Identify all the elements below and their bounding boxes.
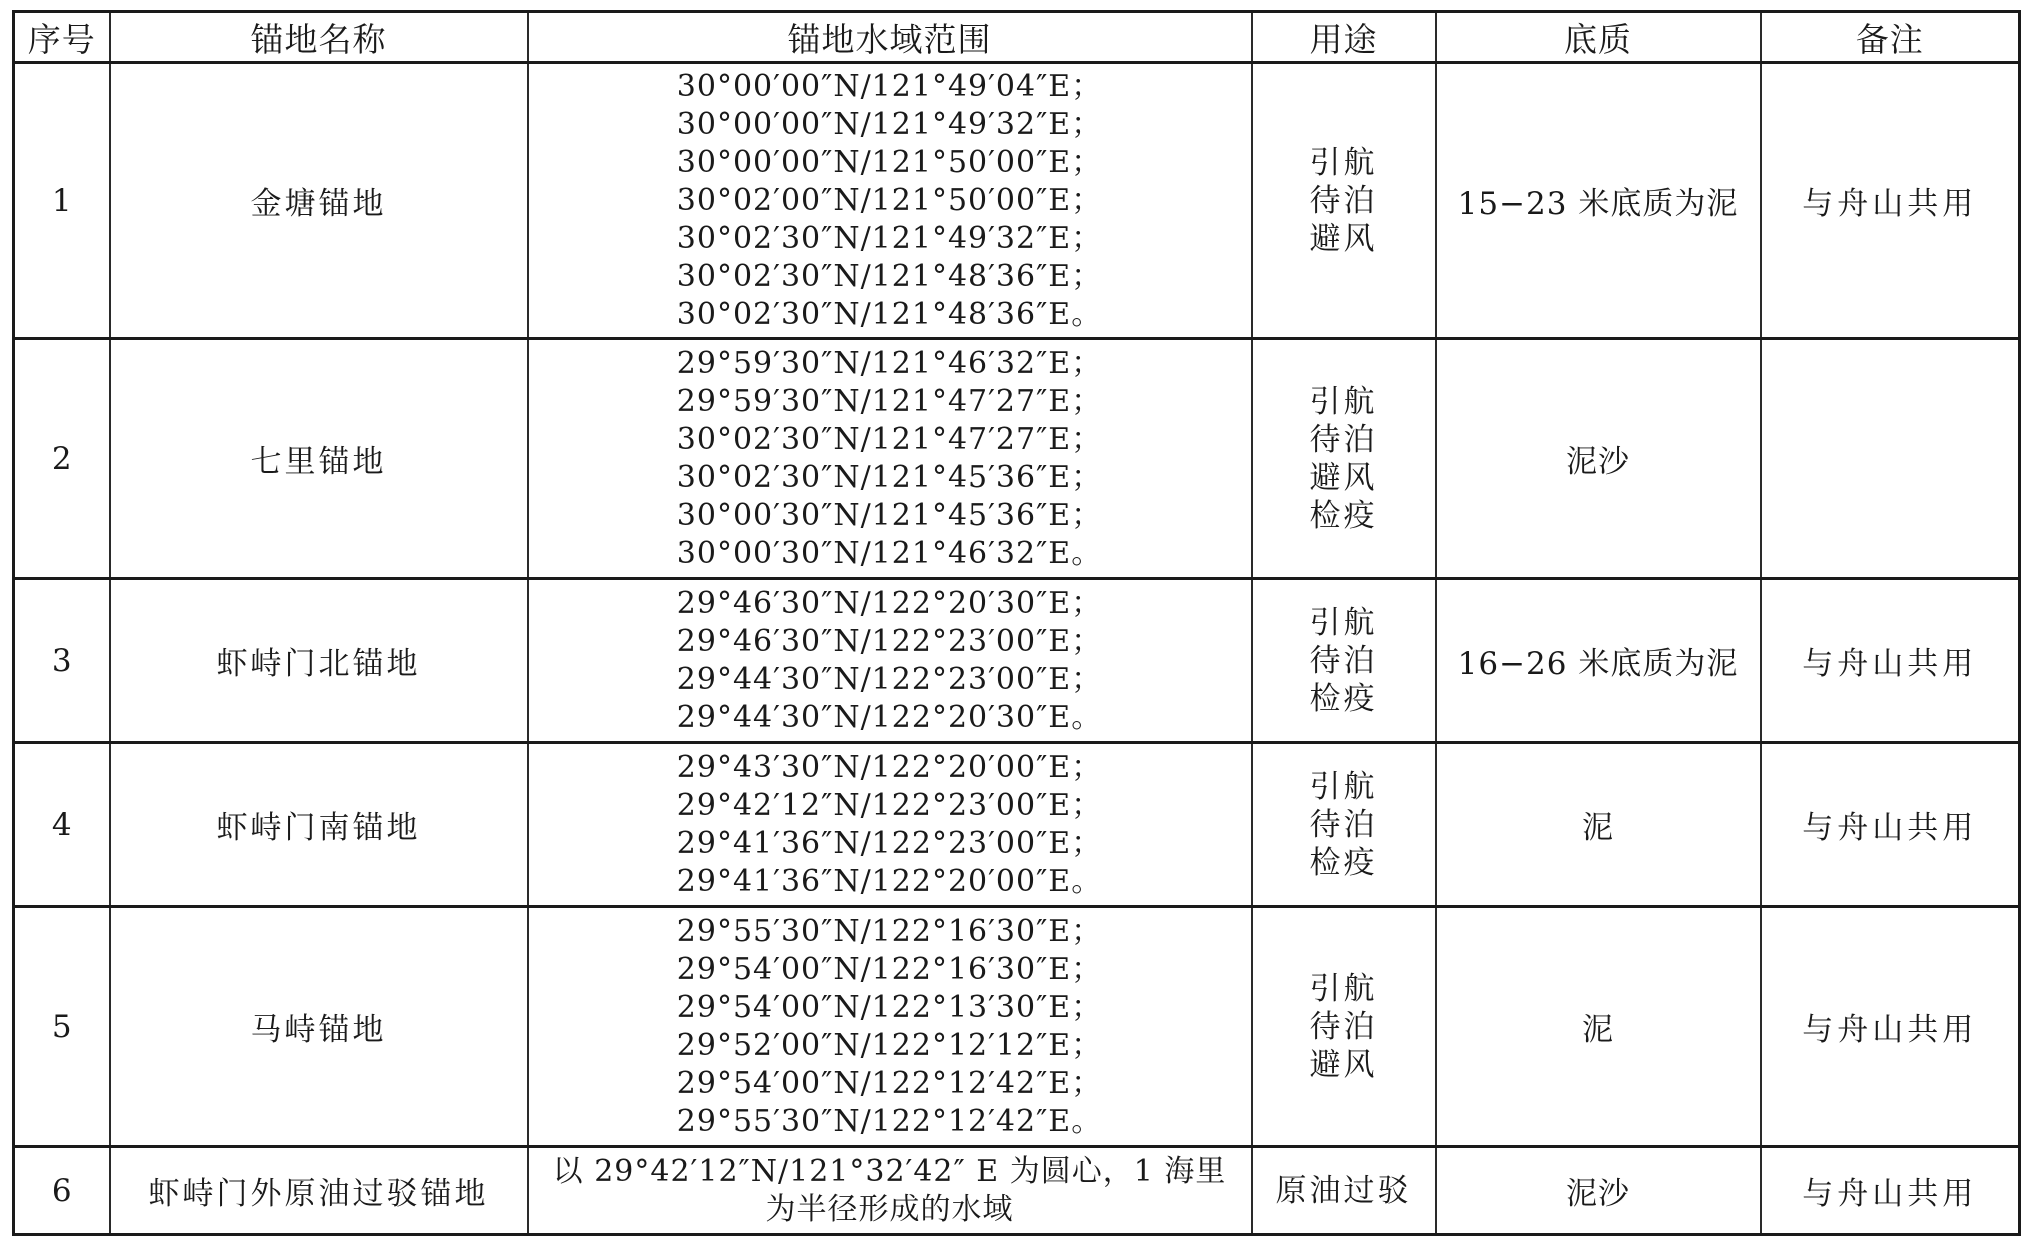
coordinate-line: 29°41′36″N/122°20′00″E。 <box>676 863 1103 899</box>
use-item: 待泊 <box>1309 806 1378 843</box>
coordinate-line: 29°46′30″N/122°20′30″E； <box>676 585 1103 621</box>
coordinate-line: 30°02′30″N/121°47′27″E； <box>676 421 1103 457</box>
table-row <box>14 907 2020 1147</box>
use-item: 引航 <box>1309 768 1378 805</box>
anchorage-name: 虾峙门北锚地 <box>110 579 528 743</box>
use-item: 引航 <box>1309 604 1378 641</box>
remark: 与舟山共用 <box>1761 579 2020 743</box>
seabed-type: 泥 <box>1436 743 1761 907</box>
coordinate-line: 29°59′30″N/121°46′32″E； <box>676 345 1103 381</box>
row-number: 5 <box>14 907 110 1147</box>
anchorage-uses <box>1252 907 1436 1147</box>
coordinate-line: 29°43′30″N/122°20′00″E； <box>676 749 1103 785</box>
coordinate-line: 29°55′30″N/122°12′42″E。 <box>676 1103 1103 1139</box>
coordinate-line: 30°00′00″N/121°50′00″E； <box>676 144 1103 180</box>
table-row <box>14 1147 2020 1235</box>
table-row <box>14 743 2020 907</box>
anchorage-uses <box>1252 743 1436 907</box>
coordinate-line: 29°44′30″N/122°20′30″E。 <box>676 699 1103 735</box>
use-item: 引航 <box>1309 144 1378 181</box>
anchorage-name: 马峙锚地 <box>110 907 528 1147</box>
anchorage-use: 原油过驳 <box>1252 1147 1436 1235</box>
header-bottom: 底质 <box>1436 12 1761 63</box>
seabed-type: 16−26 米底质为泥 <box>1436 579 1761 743</box>
row-number: 2 <box>14 339 110 579</box>
use-item: 待泊 <box>1309 421 1378 458</box>
anchorage-table <box>12 10 2021 1236</box>
use-item: 避风 <box>1309 459 1378 496</box>
coordinate-line: 29°54′00″N/122°13′30″E； <box>676 989 1103 1025</box>
coordinate-list <box>535 749 1245 901</box>
coordinate-line: 29°44′30″N/122°23′00″E； <box>676 661 1103 697</box>
coordinate-line: 29°46′30″N/122°23′00″E； <box>676 623 1103 659</box>
row-number: 1 <box>14 63 110 339</box>
coordinate-line: 30°00′30″N/121°46′32″E。 <box>676 535 1103 571</box>
remark: 与舟山共用 <box>1761 907 2020 1147</box>
use-item: 检疫 <box>1309 844 1378 881</box>
coordinate-line: 29°54′00″N/122°16′30″E； <box>676 951 1103 987</box>
water-area-range <box>528 63 1252 339</box>
coordinate-list <box>535 585 1245 737</box>
coordinate-line: 29°59′30″N/121°47′27″E； <box>676 383 1103 419</box>
header-row <box>14 12 2020 63</box>
use-item: 避风 <box>1309 1046 1378 1083</box>
anchorage-name: 金塘锚地 <box>110 63 528 339</box>
water-area-range <box>528 1147 1252 1235</box>
coordinate-line: 30°00′00″N/121°49′04″E； <box>676 68 1103 104</box>
coordinate-list <box>535 345 1245 573</box>
header-range: 锚地水域范围 <box>528 12 1252 63</box>
water-area-range <box>528 579 1252 743</box>
coordinate-list <box>535 913 1245 1141</box>
remark: 与舟山共用 <box>1761 743 2020 907</box>
remark: 与舟山共用 <box>1761 63 2020 339</box>
coordinate-line: 30°00′30″N/121°45′36″E； <box>676 497 1103 533</box>
anchorage-name: 七里锚地 <box>110 339 528 579</box>
use-item: 避风 <box>1309 220 1378 257</box>
header-name: 锚地名称 <box>110 12 528 63</box>
coordinate-line: 30°02′30″N/121°45′36″E； <box>676 459 1103 495</box>
coordinate-line: 29°42′12″N/122°23′00″E； <box>676 787 1103 823</box>
row-number: 3 <box>14 579 110 743</box>
anchorage-uses <box>1252 339 1436 579</box>
use-item: 待泊 <box>1309 642 1378 679</box>
water-area-description: 以 29°42′12″N/121°32′42″ E 为圆心，1 海里为半径形成的水域 <box>552 1153 1227 1227</box>
seabed-type: 15−23 米底质为泥 <box>1436 63 1761 339</box>
water-area-range <box>528 339 1252 579</box>
row-number: 6 <box>14 1147 110 1235</box>
anchorage-name: 虾峙门外原油过驳锚地 <box>110 1147 528 1235</box>
table-row <box>14 579 2020 743</box>
coordinate-list <box>535 68 1245 334</box>
remark: 与舟山共用 <box>1761 1147 2020 1235</box>
coordinate-line: 30°02′00″N/121°50′00″E； <box>676 182 1103 218</box>
anchorage-uses <box>1252 579 1436 743</box>
seabed-type: 泥 <box>1436 907 1761 1147</box>
use-item: 待泊 <box>1309 182 1378 219</box>
header-use: 用途 <box>1252 12 1436 63</box>
table-row <box>14 63 2020 339</box>
use-item: 检疫 <box>1309 680 1378 717</box>
remark <box>1761 339 2020 579</box>
row-number: 4 <box>14 743 110 907</box>
water-area-range <box>528 907 1252 1147</box>
use-item: 引航 <box>1309 383 1378 420</box>
seabed-type: 泥沙 <box>1436 1147 1761 1235</box>
header-note: 备注 <box>1761 12 2020 63</box>
water-area-range <box>528 743 1252 907</box>
use-item: 待泊 <box>1309 1008 1378 1045</box>
coordinate-line: 30°02′30″N/121°49′32″E； <box>676 220 1103 256</box>
header-no: 序号 <box>14 12 110 63</box>
coordinate-line: 29°41′36″N/122°23′00″E； <box>676 825 1103 861</box>
use-item: 引航 <box>1309 970 1378 1007</box>
table-row <box>14 339 2020 579</box>
coordinate-line: 30°00′00″N/121°49′32″E； <box>676 106 1103 142</box>
coordinate-line: 29°54′00″N/122°12′42″E； <box>676 1065 1103 1101</box>
anchorage-name: 虾峙门南锚地 <box>110 743 528 907</box>
coordinate-line: 29°52′00″N/122°12′12″E； <box>676 1027 1103 1063</box>
anchorage-uses <box>1252 63 1436 339</box>
coordinate-line: 30°02′30″N/121°48′36″E； <box>676 258 1103 294</box>
coordinate-line: 30°02′30″N/121°48′36″E。 <box>676 296 1103 332</box>
coordinate-line: 29°55′30″N/122°16′30″E； <box>676 913 1103 949</box>
use-item: 检疫 <box>1309 497 1378 534</box>
seabed-type: 泥沙 <box>1436 339 1761 579</box>
